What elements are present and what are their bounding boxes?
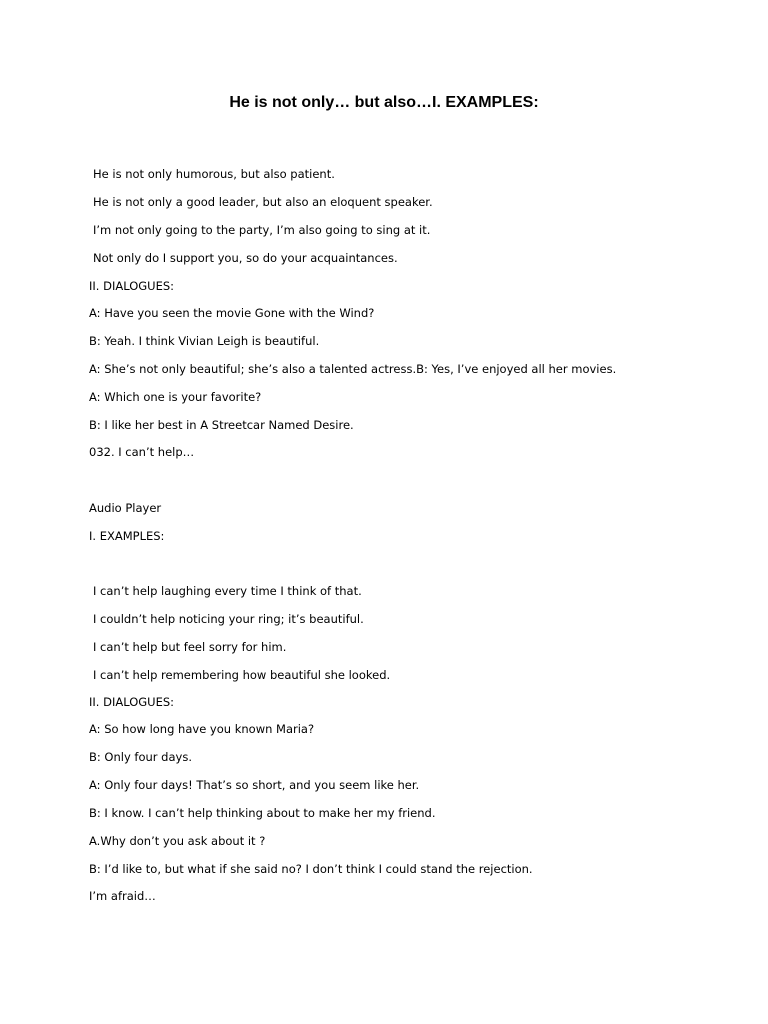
dialogue-line: B: I’d like to, but what if she said no? I don’t think I could stand the rejection. bbox=[89, 862, 533, 876]
dialogue-line: B: I know. I can’t help thinking about to make her my friend. bbox=[89, 806, 436, 820]
dialogue-line: A: Only four days! That’s so short, and you seem like her. bbox=[89, 778, 420, 792]
section-heading: I. EXAMPLES: bbox=[89, 529, 165, 543]
dialogue-line: B: Yeah. I think Vivian Leigh is beautiful. bbox=[89, 334, 320, 348]
section-heading: II. DIALOGUES: bbox=[89, 279, 175, 293]
example-line: I can’t help laughing every time I think of that. bbox=[93, 584, 362, 598]
dialogue-line: A: So how long have you known Maria? bbox=[89, 722, 315, 736]
dialogue-line: B: I like her best in A Streetcar Named Desire. bbox=[89, 418, 354, 432]
example-line: I couldn’t help noticing your ring; it’s beautiful. bbox=[93, 612, 364, 626]
dialogue-line: A: Which one is your favorite? bbox=[89, 390, 262, 404]
section-heading: II. DIALOGUES: bbox=[89, 695, 175, 709]
dialogue-line: B: Only four days. bbox=[89, 750, 192, 764]
section-heading: 032. I can’t help… bbox=[89, 445, 195, 459]
dialogue-line: A: She’s not only beautiful; she’s also a talented actress.B: Yes, I’ve enjoyed all her movies. bbox=[89, 362, 617, 376]
example-line: He is not only humorous, but also patient. bbox=[93, 167, 335, 181]
dialogue-line: A: Have you seen the movie Gone with the Wind? bbox=[89, 306, 375, 320]
dialogue-line: I’m afraid… bbox=[89, 889, 156, 903]
example-line: He is not only a good leader, but also an eloquent speaker. bbox=[93, 195, 433, 209]
example-line: I can’t help but feel sorry for him. bbox=[93, 640, 287, 654]
dialogue-line: A.Why don’t you ask about it ? bbox=[89, 834, 266, 848]
page-title: He is not only… but also…I. EXAMPLES: bbox=[229, 94, 539, 111]
example-line: I can’t help remembering how beautiful she looked. bbox=[93, 668, 391, 682]
audio-player-label: Audio Player bbox=[89, 501, 162, 515]
example-line: Not only do I support you, so do your acquaintances. bbox=[93, 251, 398, 265]
example-line: I’m not only going to the party, I’m also going to sing at it. bbox=[93, 223, 431, 237]
